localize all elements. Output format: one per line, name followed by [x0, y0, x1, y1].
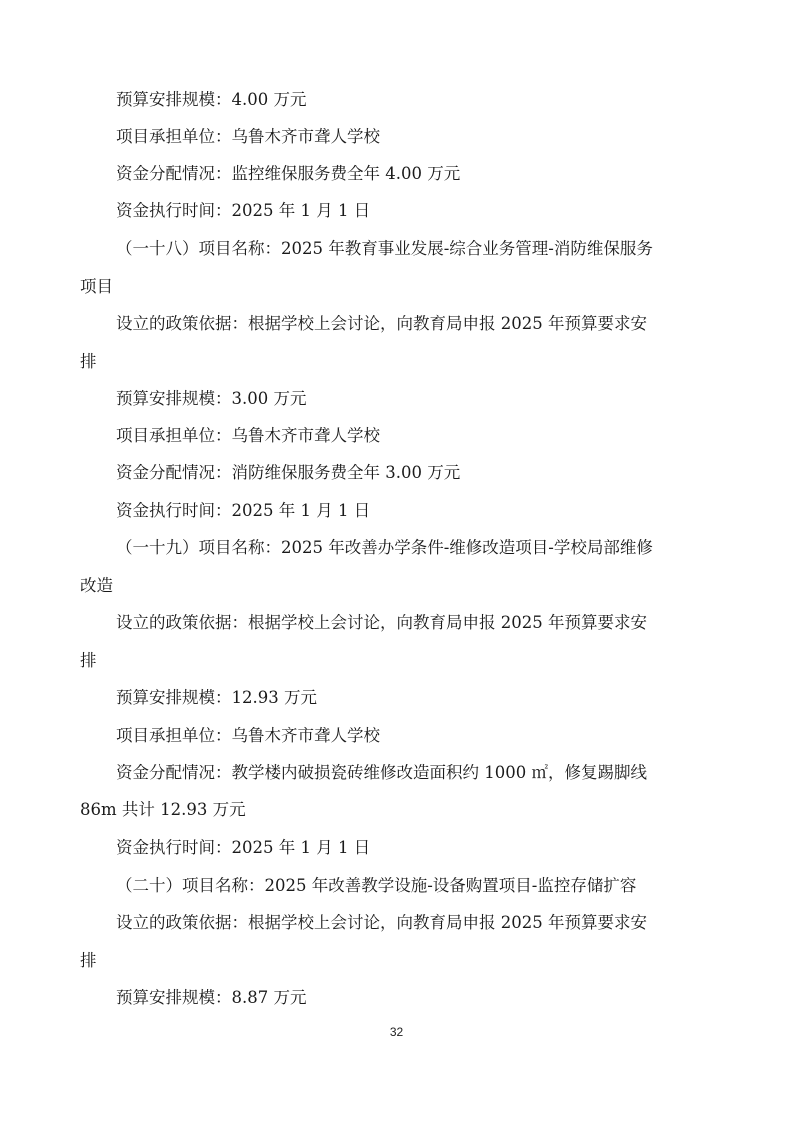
- fund-allocation-line: 资金分配情况：教学楼内破损瓷砖维修改造面积约 1000 ㎡，修复踢脚线: [116, 763, 647, 782]
- policy-basis-continuation: 排: [80, 951, 97, 970]
- undertaking-unit-line: 项目承担单位：乌鲁木齐市聋人学校: [116, 426, 380, 445]
- project-name-heading: （一十九）项目名称：2025 年改善办学条件-维修改造项目-学校局部维修: [116, 538, 653, 557]
- project-name-heading: （一十八）项目名称：2025 年教育事业发展-综合业务管理-消防维保服务: [116, 239, 653, 258]
- policy-basis-line: 设立的政策依据：根据学校上会讨论，向教育局申报 2025 年预算要求安: [116, 314, 647, 333]
- budget-scale-line: 预算安排规模：4.00 万元: [116, 90, 307, 109]
- fund-allocation-line: 资金分配情况：监控维保服务费全年 4.00 万元: [116, 164, 461, 183]
- project-name-continuation: 项目: [80, 277, 113, 296]
- execution-time-line: 资金执行时间：2025 年 1 月 1 日: [116, 201, 371, 220]
- policy-basis-line: 设立的政策依据：根据学校上会讨论，向教育局申报 2025 年预算要求安: [116, 913, 647, 932]
- policy-basis-continuation: 排: [80, 651, 97, 670]
- page-number: 32: [389, 1025, 404, 1039]
- policy-basis-line: 设立的政策依据：根据学校上会讨论，向教育局申报 2025 年预算要求安: [116, 613, 647, 632]
- execution-time-line: 资金执行时间：2025 年 1 月 1 日: [116, 501, 371, 520]
- budget-scale-line: 预算安排规模：3.00 万元: [116, 389, 307, 408]
- fund-allocation-line: 资金分配情况：消防维保服务费全年 3.00 万元: [116, 463, 461, 482]
- project-name-heading: （二十）项目名称：2025 年改善教学设施-设备购置项目-监控存储扩容: [116, 876, 637, 895]
- undertaking-unit-line: 项目承担单位：乌鲁木齐市聋人学校: [116, 127, 380, 146]
- undertaking-unit-line: 项目承担单位：乌鲁木齐市聋人学校: [116, 726, 380, 745]
- execution-time-line: 资金执行时间：2025 年 1 月 1 日: [116, 838, 371, 857]
- budget-scale-line: 预算安排规模：12.93 万元: [116, 688, 317, 707]
- policy-basis-continuation: 排: [80, 352, 97, 371]
- fund-allocation-continuation: 86m 共计 12.93 万元: [80, 800, 246, 819]
- budget-scale-line: 预算安排规模：8.87 万元: [116, 988, 307, 1007]
- project-name-continuation: 改造: [80, 576, 113, 595]
